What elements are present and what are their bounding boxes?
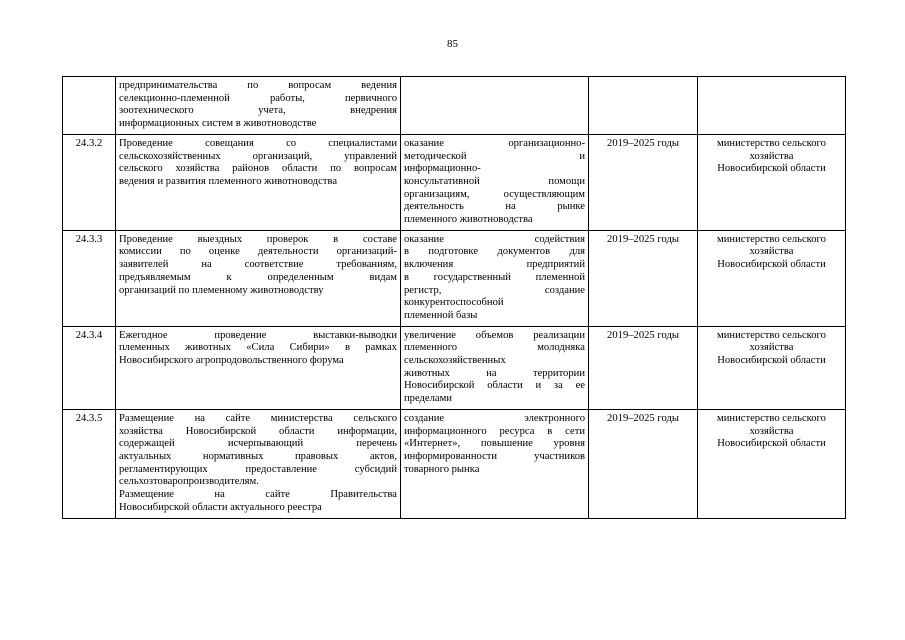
cell-executor-line: хозяйства bbox=[749, 150, 794, 162]
cell-result bbox=[401, 326, 589, 409]
cell-period: 2019–2025 годы bbox=[589, 409, 698, 518]
cell-action-line: Новосибирской области актуального реестра bbox=[119, 501, 322, 513]
cell-result-line: информационного ресурса в сети bbox=[404, 425, 585, 437]
cell-result bbox=[401, 134, 589, 230]
cell-result-line: создание электронного bbox=[404, 412, 585, 424]
cell-executor-line: Новосибирской области bbox=[717, 438, 826, 450]
cell-executor bbox=[698, 409, 846, 518]
cell-action-line: Проведение совещания со специалистами bbox=[119, 137, 397, 149]
cell-period: 2019–2025 годы bbox=[589, 326, 698, 409]
page-number: 85 bbox=[447, 38, 458, 50]
cell-executor-line: хозяйства bbox=[749, 425, 794, 437]
cell-action-line: Размещение на сайте Правительства bbox=[119, 489, 397, 501]
cell-action-line: комиссии по оценке деятельности организаций- bbox=[119, 246, 397, 258]
cell-action bbox=[116, 134, 401, 230]
table-row bbox=[63, 409, 846, 518]
cell-result bbox=[401, 77, 589, 135]
cell-result-line: животных на территории bbox=[404, 367, 585, 379]
cell-executor-line: Новосибирской области bbox=[717, 259, 826, 271]
cell-action bbox=[116, 326, 401, 409]
cell-result-line: информационно- bbox=[404, 163, 481, 175]
cell-action-line: предпринимательства по вопросам ведения bbox=[119, 80, 397, 91]
table-row bbox=[63, 230, 846, 326]
table-row bbox=[63, 77, 846, 135]
cell-action-line: ведения и развития племенного животноводства bbox=[119, 175, 338, 187]
cell-action-line: регламентирующих предоставление субсидий bbox=[119, 463, 397, 475]
cell-result-line: сельскохозяйственных bbox=[404, 355, 506, 367]
cell-result-line: племенного животноводства bbox=[404, 214, 533, 226]
table-row bbox=[63, 326, 846, 409]
cell-result-line: консультативной помощи bbox=[404, 175, 585, 187]
cell-executor bbox=[698, 77, 846, 135]
cell-result-line: оказание организационно- bbox=[404, 137, 585, 149]
cell-number: 24.3.3 bbox=[63, 230, 116, 326]
cell-executor-line: министерство сельского bbox=[717, 412, 826, 424]
cell-number bbox=[63, 77, 116, 135]
cell-number: 24.3.2 bbox=[63, 134, 116, 230]
cell-period bbox=[589, 77, 698, 135]
cell-result-line: в государственный племенной bbox=[404, 271, 585, 283]
cell-action-line: сельхозтоваропроизводителям. bbox=[119, 476, 259, 488]
cell-executor-line: министерство сельского bbox=[717, 233, 826, 245]
table-body bbox=[63, 77, 846, 519]
cell-action-line: хозяйства Новосибирской области информации, bbox=[119, 425, 397, 437]
table-row bbox=[63, 134, 846, 230]
cell-action-line: Проведение выездных проверок в составе bbox=[119, 233, 397, 245]
cell-action bbox=[116, 77, 401, 135]
cell-result-line: увеличение объемов реализации bbox=[404, 329, 585, 341]
cell-period: 2019–2025 годы bbox=[589, 230, 698, 326]
cell-executor bbox=[698, 326, 846, 409]
cell-result-line: информированности участников bbox=[404, 450, 585, 462]
cell-action bbox=[116, 409, 401, 518]
cell-executor-line: хозяйства bbox=[749, 342, 794, 354]
cell-executor-line: Новосибирской области bbox=[717, 355, 826, 367]
cell-action-line: Размещение на сайте министерства сельского bbox=[119, 412, 397, 424]
cell-action-line: сельскохозяйственных организаций, управлений bbox=[119, 150, 397, 162]
cell-result-line: регистр, создание bbox=[404, 284, 585, 296]
cell-executor bbox=[698, 134, 846, 230]
cell-action-line: актуальных нормативных правовых актов, bbox=[119, 450, 397, 462]
cell-action-line: племенных животных «Сила Сибири» в рамках bbox=[119, 342, 397, 354]
cell-number: 24.3.4 bbox=[63, 326, 116, 409]
cell-action-line: информационных систем в животноводстве bbox=[119, 118, 317, 130]
cell-result-line: Новосибирской области и за ее bbox=[404, 380, 585, 392]
cell-executor-line: хозяйства bbox=[749, 246, 794, 258]
cell-executor-line: министерство сельского bbox=[717, 329, 826, 341]
cell-executor-line: министерство сельского bbox=[717, 137, 826, 149]
cell-result-line: методической и bbox=[404, 150, 585, 162]
cell-action-line: Новосибирского агропродовольственного форума bbox=[119, 355, 344, 367]
cell-action-line: Ежегодное проведение выставки-выводки bbox=[119, 329, 397, 341]
cell-result-line: племенного молодняка bbox=[404, 342, 585, 354]
cell-result-line: оказание содействия bbox=[404, 233, 585, 245]
cell-action-line: содержащей исчерпывающий перечень bbox=[119, 438, 397, 450]
cell-action-line: предъявляемым к определенным видам bbox=[119, 271, 397, 283]
cell-result bbox=[401, 409, 589, 518]
cell-executor-line: Новосибирской области bbox=[717, 163, 826, 175]
cell-action bbox=[116, 230, 401, 326]
cell-result-line: племенной базы bbox=[404, 309, 478, 321]
cell-action-line: зоотехнического учета, внедрения bbox=[119, 105, 397, 117]
cell-result-line: конкурентоспособной bbox=[404, 297, 504, 309]
cell-result-line: пределами bbox=[404, 393, 452, 405]
cell-result-line: в подготовке документов для bbox=[404, 246, 585, 258]
cell-result-line: организациям, осуществляющим bbox=[404, 188, 585, 200]
cell-executor bbox=[698, 230, 846, 326]
cell-period: 2019–2025 годы bbox=[589, 134, 698, 230]
cell-result-line: деятельность на рынке bbox=[404, 201, 585, 213]
cell-action-line: заявителей на соответствие требованиям, bbox=[119, 259, 397, 271]
cell-result-line: включения предприятий bbox=[404, 259, 585, 271]
cell-result bbox=[401, 230, 589, 326]
cell-action-line: организаций по племенному животноводству bbox=[119, 284, 324, 296]
cell-action-line: селекционно-племенной работы, первичного bbox=[119, 92, 397, 104]
cell-action-line: сельского хозяйства районов области по вопросам bbox=[119, 163, 397, 175]
measures-table bbox=[62, 76, 846, 519]
cell-result-line: «Интернет», повышение уровня bbox=[404, 438, 585, 450]
cell-number: 24.3.5 bbox=[63, 409, 116, 518]
cell-result-line: товарного рынка bbox=[404, 463, 480, 475]
